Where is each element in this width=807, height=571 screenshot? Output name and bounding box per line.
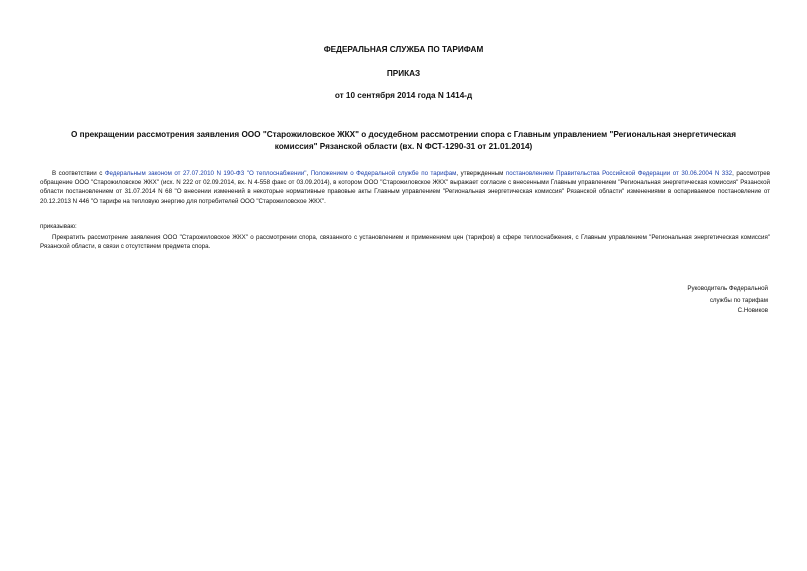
preamble-middle: , утвержденным <box>456 170 506 177</box>
link-federal-law[interactable]: Федеральным законом от 27.07.2010 N 190-ФЗ "О теплоснабжении" <box>104 170 307 177</box>
document-title-line-2: комиссия" Рязанской области (вх. N ФСТ-1290-31 от 21.01.2014) <box>274 142 533 151</box>
document-date-number: от 10 сентября 2014 года N 1414-д <box>334 91 473 100</box>
preamble-separator: , <box>306 170 311 177</box>
preamble-prefix: В соответствии с <box>52 170 105 177</box>
link-government-resolution[interactable]: постановлением Правительства Российской Федерации от 30.06.2004 N 332 <box>505 170 733 177</box>
orders-label: приказываю: <box>40 223 77 230</box>
preamble-rest: , рассмотрев обращение ООО "Старожиловское ЖКХ" (исх. N 222 от 02.09.2014, вх. N 4-558 факс от 03.09.2014), в котором ООО "Старожиловское ЖКХ" выражает согласие с внесенными Главным управлением "Региональная энергетическая комиссия" Рязанской области постановлением от 31.07.2014 N 68 "О внесении изменений в некоторые нормативные правовые акты Главным управлением "Региональная энергетическая комиссия" Рязанской области" изменениями в оспариваемое постановление от 20.12.2013 N 446 "О тарифе на тепловую энергию для потребителей ООО "Старожиловское ЖКХ". <box>40 170 770 205</box>
order-paragraph: Прекратить рассмотрение заявления ООО "Старожиловское ЖКХ" о рассмотрении спора, связанного с установлением и применением цен (тарифов) в сфере теплоснабжения, с Главным управлением "Региональная энергетическая комиссия" Рязанской области, в связи с отсутствием предмета спора. <box>40 234 770 251</box>
signature-position-line-2: службы по тарифам <box>709 297 768 304</box>
signature-position-line-1: Руководитель Федеральной <box>687 285 768 292</box>
document-type: ПРИКАЗ <box>386 69 421 78</box>
agency-heading: ФЕДЕРАЛЬНАЯ СЛУЖБА ПО ТАРИФАМ <box>323 45 484 54</box>
preamble-paragraph <box>40 169 770 206</box>
signature-name: С.Новиков <box>737 307 768 314</box>
document-title-line-1: О прекращении рассмотрения заявления ООО "Старожиловское ЖКХ" о досудебном рассмотрении спора с Главным управлением "Региональная энергетическая <box>71 130 736 139</box>
link-fst-regulation[interactable]: Положением о Федеральной службе по тарифам <box>310 170 457 177</box>
